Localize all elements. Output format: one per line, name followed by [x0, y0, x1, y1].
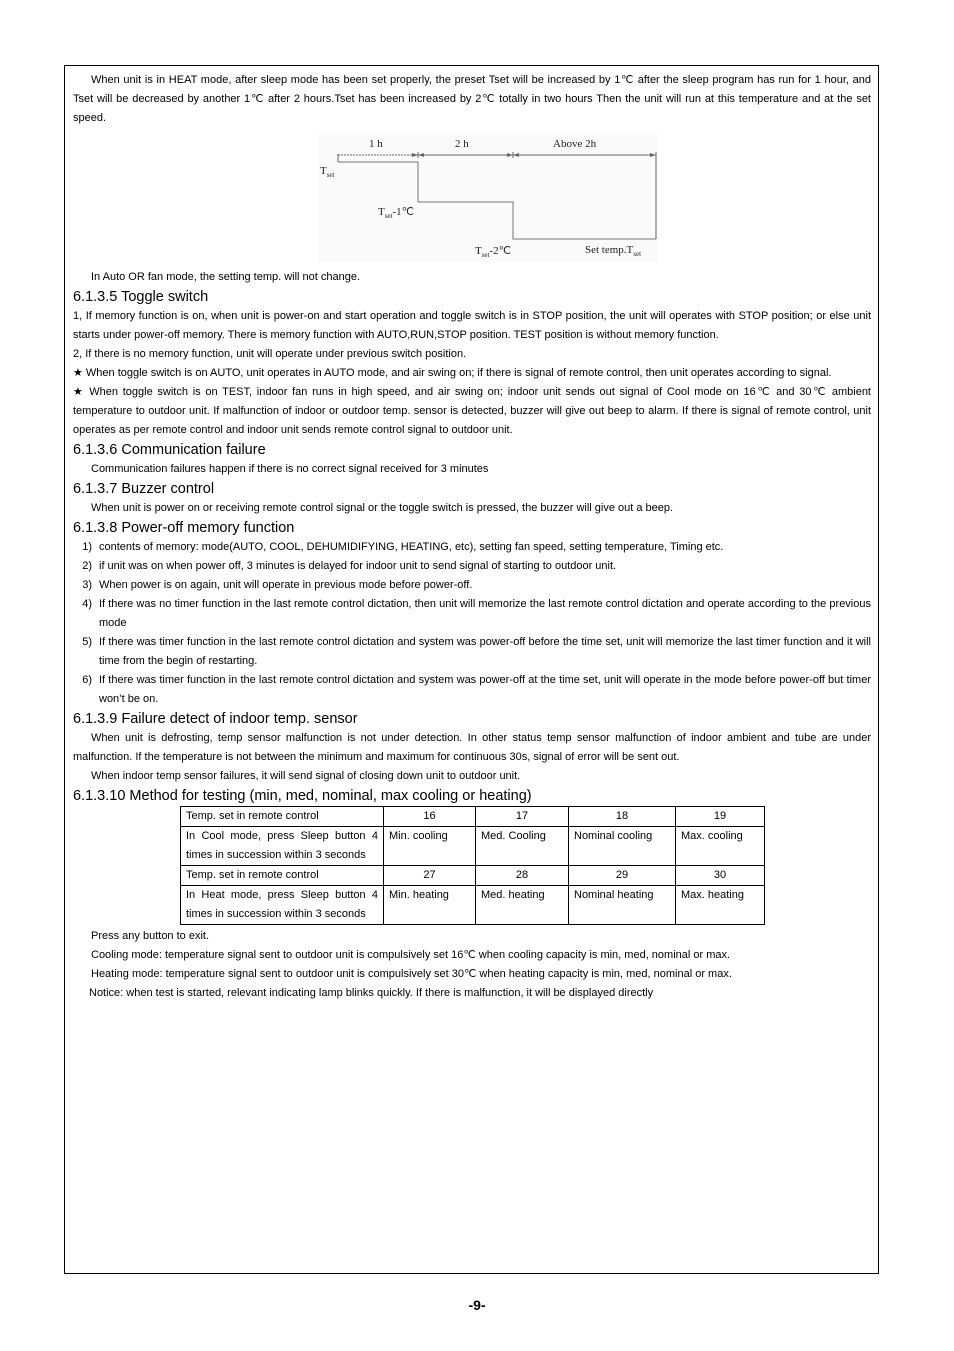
- heading-toggle-switch: 6.1.3.5 Toggle switch: [73, 289, 209, 305]
- label-2h: 2 h: [455, 138, 469, 150]
- sleep-curve-diagram: [318, 134, 658, 262]
- list-item: 3) When power is on again, unit will operate in previous mode before power-off.: [82, 579, 473, 591]
- table-cell: Temp. set in remote control: [181, 866, 384, 886]
- buzzer-para: When unit is power on or receiving remote control signal or the toggle switch is pressed, the buzzer will give out a beep.: [91, 502, 674, 514]
- heading-power-off-memory: 6.1.3.8 Power-off memory function: [73, 520, 295, 536]
- sensor-para-1: When unit is defrosting, temp sensor malfunction is not under detection. In other status temp sensor malfunction of indoor ambient and tube are under malfunction. If the temperature is not between the minimum and maximum for continuous 30s, signal of error will be sent out.: [73, 732, 871, 763]
- table-row: [181, 827, 765, 866]
- label-set-temp: Set $temp.T_{set}$: [585, 244, 642, 259]
- heating-mode-note: Heating mode: temperature signal sent to outdoor unit is compulsively set 30℃ when heating capacity is min, med, nominal or max.: [91, 968, 732, 980]
- power-off-memory-list: [73, 538, 871, 709]
- table-cell: 27: [384, 866, 476, 886]
- intro-paragraph: When unit is in HEAT mode, after sleep mode has been set properly, the preset Tset will be increased by 1℃ after the sleep program has run for 1 hour, and Tset will be decreased by another 1℃ after 2 hours.Tset has been increased by 2℃ totally in two hours Then the unit will run at this temperature and at the set speed.: [73, 74, 871, 124]
- testing-table: [180, 806, 765, 925]
- heading-testing-method: 6.1.3.10 Method for testing (min, med, nominal, max cooling or heating): [73, 788, 532, 804]
- sensor-para-2: When indoor temp sensor failures, it will send signal of closing down unit to outdoor unit.: [91, 770, 521, 782]
- table-cell: 16: [384, 807, 476, 827]
- list-item: 5) If there was timer function in the last remote control dictation and system was power-off before the time set, unit will memorize the last timer function and it will time from the begin of restarting.: [82, 636, 871, 667]
- table-cell: Max. cooling: [676, 827, 765, 866]
- table-cell: Temp. set in remote control: [181, 807, 384, 827]
- heading-temp-sensor-failure: 6.1.3.9 Failure detect of indoor temp. sensor: [73, 711, 358, 727]
- toggle-para-test: ★ When toggle switch is on TEST, indoor fan runs in high speed, and air swing on; indoor unit sends out signal of Cool mode on 16℃ and 30℃ ambient temperature to outdoor unit. If malfunction of indoor or outdoor temp. sensor is detected, buzzer will give out beep to alarm. If there is signal of remote control, unit operates as per remote control and indoor unit sends remote control signal to outdoor unit.: [73, 386, 871, 436]
- exit-note: Press any button to exit.: [91, 930, 210, 942]
- table-cell: 30: [676, 866, 765, 886]
- table-cell: Nominal heating: [569, 886, 676, 925]
- heading-buzzer-control: 6.1.3.7 Buzzer control: [73, 481, 215, 497]
- label-tset: $T_{set}$: [320, 165, 335, 180]
- table-cell: Med. heating: [476, 886, 569, 925]
- toggle-para-auto: ★ When toggle switch is on AUTO, unit operates in AUTO mode, and air swing on; if there is signal of remote control, then unit operates according to signal.: [73, 367, 832, 379]
- table-row: [181, 886, 765, 925]
- toggle-para-2: 2, If there is no memory function, unit will operate under previous switch position.: [73, 348, 467, 360]
- table-row: [181, 866, 765, 886]
- table-cell: Med. Cooling: [476, 827, 569, 866]
- table-cell: In Heat mode, press Sleep button 4 times in succession within 3 seconds: [181, 886, 384, 925]
- table-cell: Min. cooling: [384, 827, 476, 866]
- list-item: 2) if unit was on when power off, 3 minutes is delayed for indoor unit to send signal of starting to outdoor unit.: [82, 560, 617, 572]
- page-content: [73, 71, 871, 1003]
- table-cell: 18: [569, 807, 676, 827]
- auto-mode-note: In Auto OR fan mode, the setting temp. will not change.: [91, 271, 361, 283]
- sleep-curve-svg: [318, 134, 658, 262]
- table-cell: 19: [676, 807, 765, 827]
- table-cell: 29: [569, 866, 676, 886]
- label-above-2h: Above 2h: [553, 138, 597, 150]
- page-number: -9-: [468, 1297, 486, 1313]
- notice-note: Notice: when test is started, relevant indicating lamp blinks quickly. If there is malfunction, it will be displayed directly: [89, 987, 654, 999]
- table-cell: Nominal cooling: [569, 827, 676, 866]
- list-item: 1) contents of memory: mode(AUTO, COOL, DEHUMIDIFYING, HEATING, etc), setting fan speed, setting temperature, Timing etc.: [82, 541, 724, 553]
- label-1h: 1 h: [369, 138, 383, 150]
- label-tset-minus-1: $T_{set}-1℃$: [378, 206, 415, 221]
- page-frame: [64, 65, 879, 1274]
- table-row: [181, 807, 765, 827]
- table-cell: Max. heating: [676, 886, 765, 925]
- table-cell: 28: [476, 866, 569, 886]
- table-cell: Min. heating: [384, 886, 476, 925]
- table-cell: In Cool mode, press Sleep button 4 times in succession within 3 seconds: [181, 827, 384, 866]
- toggle-para-1: 1, If memory function is on, when unit is power-on and start operation and toggle switch is in STOP position, the unit will operates with STOP position; or else unit starts under power-off memory. There is memory function with AUTO,RUN,STOP position. TEST position is without memory function.: [73, 310, 871, 341]
- cooling-mode-note: Cooling mode: temperature signal sent to outdoor unit is compulsively set 16℃ when cooling capacity is min, med, nominal or max.: [91, 949, 731, 961]
- communication-para: Communication failures happen if there is no correct signal received for 3 minutes: [91, 463, 489, 475]
- setpoint-curve: [338, 162, 656, 239]
- label-tset-minus-2: $T_{set}-2℃$: [475, 245, 512, 260]
- table-cell: 17: [476, 807, 569, 827]
- list-item: 4) If there was no timer function in the last remote control dictation, then unit will memorize the last remote control dictation and operate according to the previous mode: [82, 598, 871, 629]
- heading-communication-failure: 6.1.3.6 Communication failure: [73, 442, 266, 458]
- list-item: 6) If there was timer function in the last remote control dictation and system was power-off at the time set, unit will operate in the mode before power-off but timer won’t be on.: [82, 674, 871, 705]
